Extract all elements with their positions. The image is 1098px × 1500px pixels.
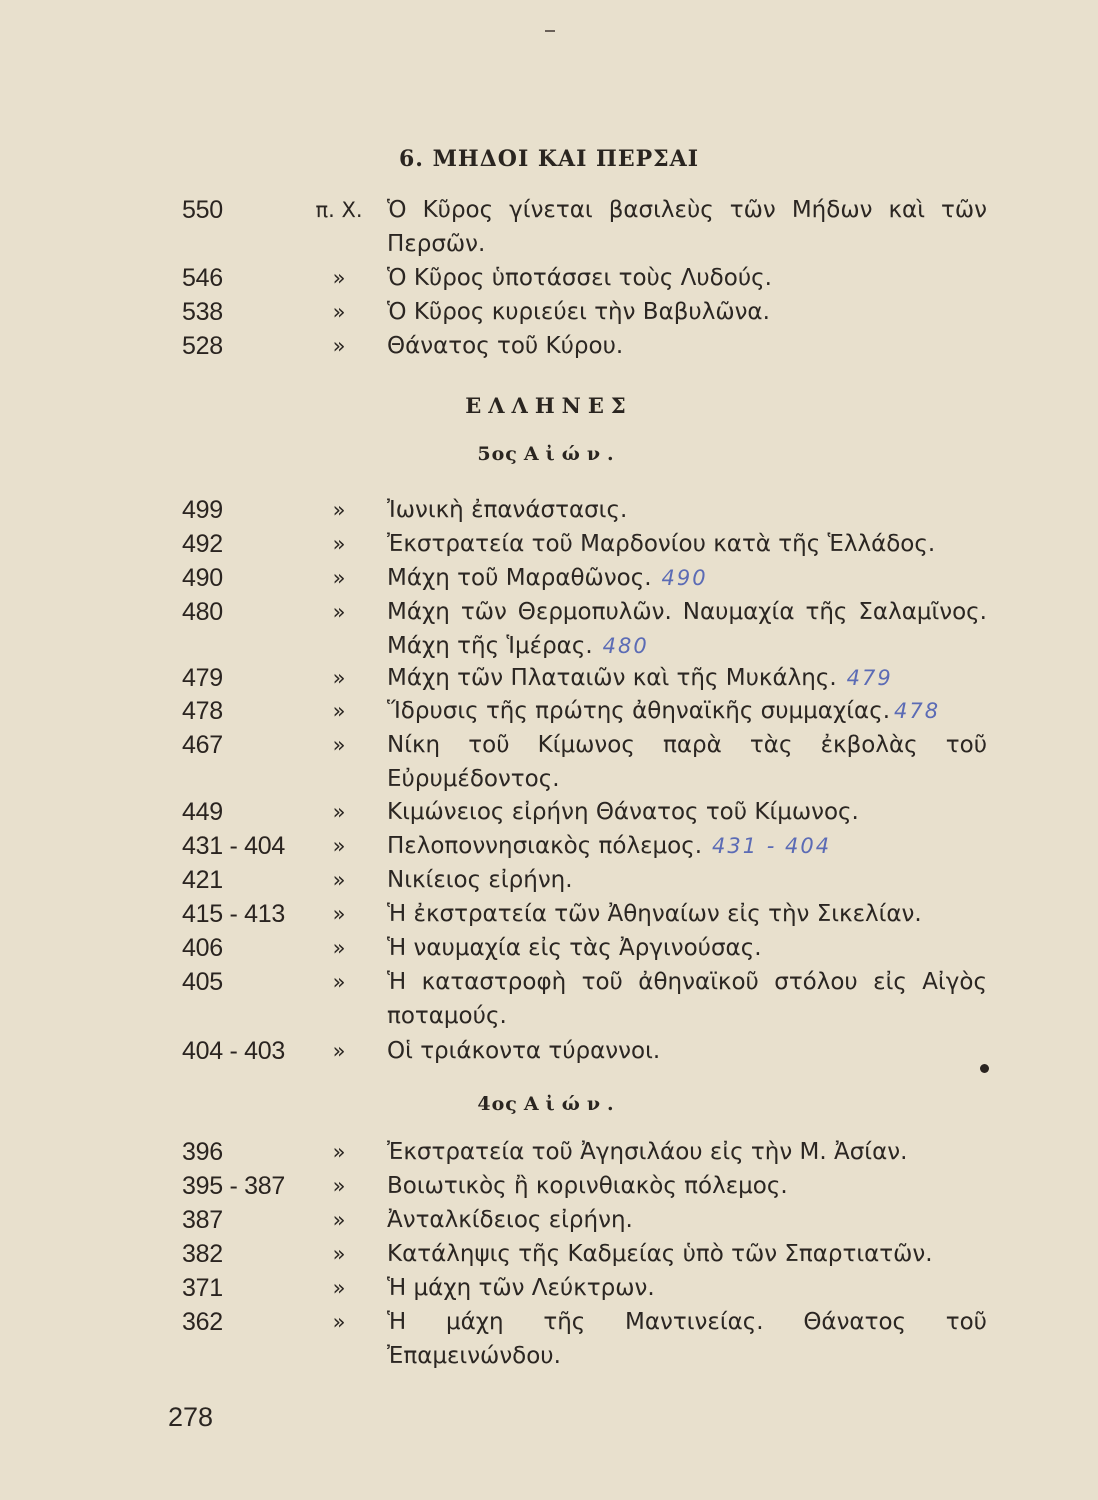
- event-text-main: Πελοποννησιακὸς πόλεμος.: [387, 833, 703, 859]
- year: 550: [182, 196, 223, 224]
- event-text: Θάνατος τοῦ Κύρου.: [387, 333, 624, 359]
- era-marker: »: [332, 600, 346, 624]
- event-text: Ἡ μάχη τῶν Λεύκτρων.: [387, 1275, 655, 1301]
- year: 449: [182, 798, 223, 826]
- year: 406: [182, 934, 223, 962]
- handwritten-note: 479: [846, 666, 893, 690]
- era-marker: »: [332, 1242, 346, 1266]
- ink-dot: [980, 1064, 989, 1073]
- year: 395 - 387: [182, 1172, 285, 1200]
- event-text-main: Μάχη τῶν Πλαταιῶν καὶ τῆς Μυκάλης.: [387, 665, 837, 691]
- chronology-row: [0, 295, 1098, 329]
- event-text: Ἡ ἐκστρατεία τῶν Ἀθηναίων εἰς τὴν Σικελίαν.: [387, 901, 922, 927]
- year: 415 - 413: [182, 900, 285, 928]
- section-heading: ΕΛΛΗΝΕΣ: [465, 393, 633, 418]
- year: 404 - 403: [182, 1037, 285, 1065]
- year: 546: [182, 264, 223, 292]
- chronology-row: [0, 694, 1098, 728]
- era-marker: »: [332, 300, 346, 324]
- era-marker: »: [332, 1039, 346, 1063]
- event-text: Ἡ καταστροφὴ τοῦ ἀθηναϊκοῦ στόλου εἰς Αἰγὸς ποταμούς.: [387, 969, 987, 1029]
- era-marker: »: [332, 733, 346, 757]
- event-text: Ἰωνικὴ ἐπανάστασις.: [387, 497, 628, 523]
- century-word: Αἰών.: [523, 443, 621, 465]
- year: 528: [182, 332, 223, 360]
- year: 396: [182, 1138, 223, 1166]
- chronology-row: [0, 1305, 1098, 1369]
- year: 538: [182, 298, 223, 326]
- chronology-row: [0, 261, 1098, 295]
- chronology-row: [0, 1135, 1098, 1169]
- era-marker: »: [332, 1310, 346, 1334]
- chronology-row: [0, 1237, 1098, 1271]
- year: 421: [182, 866, 223, 894]
- event-text: Οἱ τριάκοντα τύραννοι.: [387, 1038, 661, 1064]
- era-marker: »: [332, 266, 346, 290]
- year: 480: [182, 598, 223, 626]
- chronology-row: [0, 561, 1098, 595]
- century-heading: [0, 1093, 1098, 1115]
- chronology-row: [0, 1169, 1098, 1203]
- era-marker: »: [332, 868, 346, 892]
- event-text: Κιμώνειος εἰρήνη Θάνατος τοῦ Κίμωνος.: [387, 799, 859, 825]
- year: 405: [182, 968, 223, 996]
- event-text: Ὁ Κῦρος γίνεται βασιλεὺς τῶν Μήδων καὶ τῶν Περσῶν.: [387, 197, 987, 257]
- year: 490: [182, 564, 223, 592]
- year: 478: [182, 697, 223, 725]
- chronology-row: [0, 728, 1098, 792]
- era-marker: »: [332, 1174, 346, 1198]
- chronology-row: [0, 193, 1098, 257]
- century-word: Αἰών.: [523, 1093, 621, 1115]
- chronology-row: [0, 329, 1098, 363]
- era-marker: »: [332, 532, 346, 556]
- era-marker: »: [332, 699, 346, 723]
- year: 371: [182, 1274, 223, 1302]
- chronology-row: [0, 595, 1098, 659]
- event-text: [387, 561, 987, 595]
- era-marker: »: [332, 902, 346, 926]
- era-marker: »: [332, 498, 346, 522]
- chronology-row: [0, 795, 1098, 829]
- chronology-row: [0, 829, 1098, 863]
- event-text: Ὁ Κῦρος κυριεύει τὴν Βαβυλῶνα.: [387, 299, 770, 325]
- event-text: Ὁ Κῦρος ὑποτάσσει τοὺς Λυδούς.: [387, 265, 772, 291]
- event-text-main: Ἵδρυσις τῆς πρώτης ἀθηναϊκῆς συμμαχίας.: [387, 698, 891, 724]
- page-number: 278: [168, 1402, 214, 1432]
- century-number: 4ος: [477, 1093, 518, 1115]
- century-number: 5ος: [477, 443, 518, 465]
- year: 499: [182, 496, 223, 524]
- era-marker: »: [332, 666, 346, 690]
- decorative-mark: [545, 30, 555, 32]
- year: 467: [182, 731, 223, 759]
- event-text: Ἡ μάχη τῆς Μαντινείας. Θάνατος τοῦ Ἐπαμεινώνδου.: [387, 1309, 987, 1369]
- era-marker: »: [332, 834, 346, 858]
- event-text: Νίκη τοῦ Κίμωνος παρὰ τὰς ἐκβολὰς τοῦ Εὐρυμέδοντος.: [387, 732, 987, 792]
- event-text: [387, 829, 987, 863]
- handwritten-note: 480: [602, 634, 649, 658]
- year: 362: [182, 1308, 223, 1336]
- chronology-row: [0, 527, 1098, 561]
- event-text: Ἀνταλκίδειος εἰρήνη.: [387, 1207, 633, 1233]
- century-heading: [0, 443, 1098, 465]
- era-marker: »: [332, 1276, 346, 1300]
- event-text: [387, 694, 987, 728]
- chronology-row: [0, 897, 1098, 931]
- year: 479: [182, 664, 223, 692]
- chronology-row: [0, 931, 1098, 965]
- era-marker: »: [332, 334, 346, 358]
- event-text: [387, 595, 987, 663]
- chronology-row: [0, 1203, 1098, 1237]
- section-title: 6. ΜΗΔΟΙ ΚΑΙ ΠΕΡΣΑΙ: [398, 146, 700, 172]
- handwritten-note: 478: [894, 699, 941, 723]
- chronology-row: [0, 965, 1098, 1029]
- event-text-main: Μάχη τῶν Θερμοπυλῶν. Ναυμαχία τῆς Σαλαμῖνος. Μάχη τῆς Ἱμέρας.: [387, 599, 987, 659]
- event-text: [387, 661, 987, 695]
- chronology-row: [0, 863, 1098, 897]
- handwritten-note: 490: [661, 566, 708, 590]
- event-text: Νικίειος εἰρήνη.: [387, 867, 573, 893]
- event-text-main: Μάχη τοῦ Μαραθῶνος.: [387, 565, 652, 591]
- era-marker: »: [332, 1208, 346, 1232]
- chronology-row: [0, 493, 1098, 527]
- era-marker: »: [332, 1140, 346, 1164]
- era-marker: »: [332, 970, 346, 994]
- handwritten-note: 431 - 404: [712, 834, 832, 858]
- era-marker: »: [332, 566, 346, 590]
- event-text: Ἐκστρατεία τοῦ Μαρδονίου κατὰ τῆς Ἑλλάδος.: [387, 531, 936, 557]
- event-text: Βοιωτικὸς ἢ κορινθιακὸς πόλεμος.: [387, 1173, 788, 1199]
- chronology-row: [0, 1034, 1098, 1068]
- event-text: Κατάληψις τῆς Καδμείας ὑπὸ τῶν Σπαρτιατῶν.: [387, 1241, 933, 1267]
- era-marker: π. Χ.: [315, 198, 363, 222]
- year: 387: [182, 1206, 223, 1234]
- event-text: Ἐκστρατεία τοῦ Ἀγησιλάου εἰς τὴν Μ. Ἀσίαν.: [387, 1139, 908, 1165]
- chronology-row: [0, 1271, 1098, 1305]
- chronology-row: [0, 661, 1098, 695]
- event-text: Ἡ ναυμαχία εἰς τὰς Ἀργινούσας.: [387, 935, 762, 961]
- year: 492: [182, 530, 223, 558]
- era-marker: »: [332, 800, 346, 824]
- year: 431 - 404: [182, 832, 285, 860]
- year: 382: [182, 1240, 223, 1268]
- era-marker: »: [332, 936, 346, 960]
